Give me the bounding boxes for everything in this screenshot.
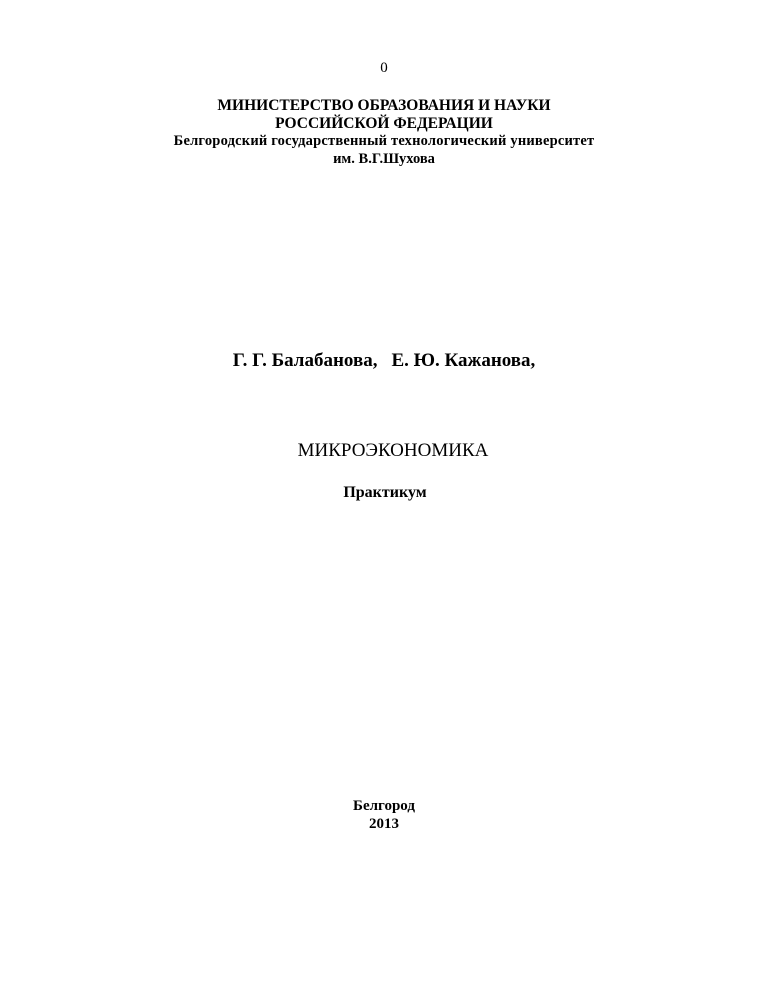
page-number: 0 — [380, 60, 388, 76]
university-named-after: им. В.Г.Шухова — [333, 151, 435, 167]
ministry-name-line-2: РОССИЙСКОЙ ФЕДЕРАЦИИ — [275, 115, 493, 132]
publication-city: Белгород — [353, 798, 415, 814]
author-2: Е. Ю. Кажанова, — [391, 350, 536, 371]
ministry-name-line-1: МИНИСТЕРСТВО ОБРАЗОВАНИЯ И НАУКИ — [217, 97, 551, 114]
university-name: Белгородский государственный технологический университет — [173, 133, 595, 149]
document-title: МИКРОЭКОНОМИКА — [297, 440, 489, 461]
publication-year: 2013 — [369, 816, 399, 832]
authors — [0, 351, 768, 370]
author-1: Г. Г. Балабанова, — [232, 350, 378, 371]
document-subtitle: Практикум — [343, 484, 427, 501]
